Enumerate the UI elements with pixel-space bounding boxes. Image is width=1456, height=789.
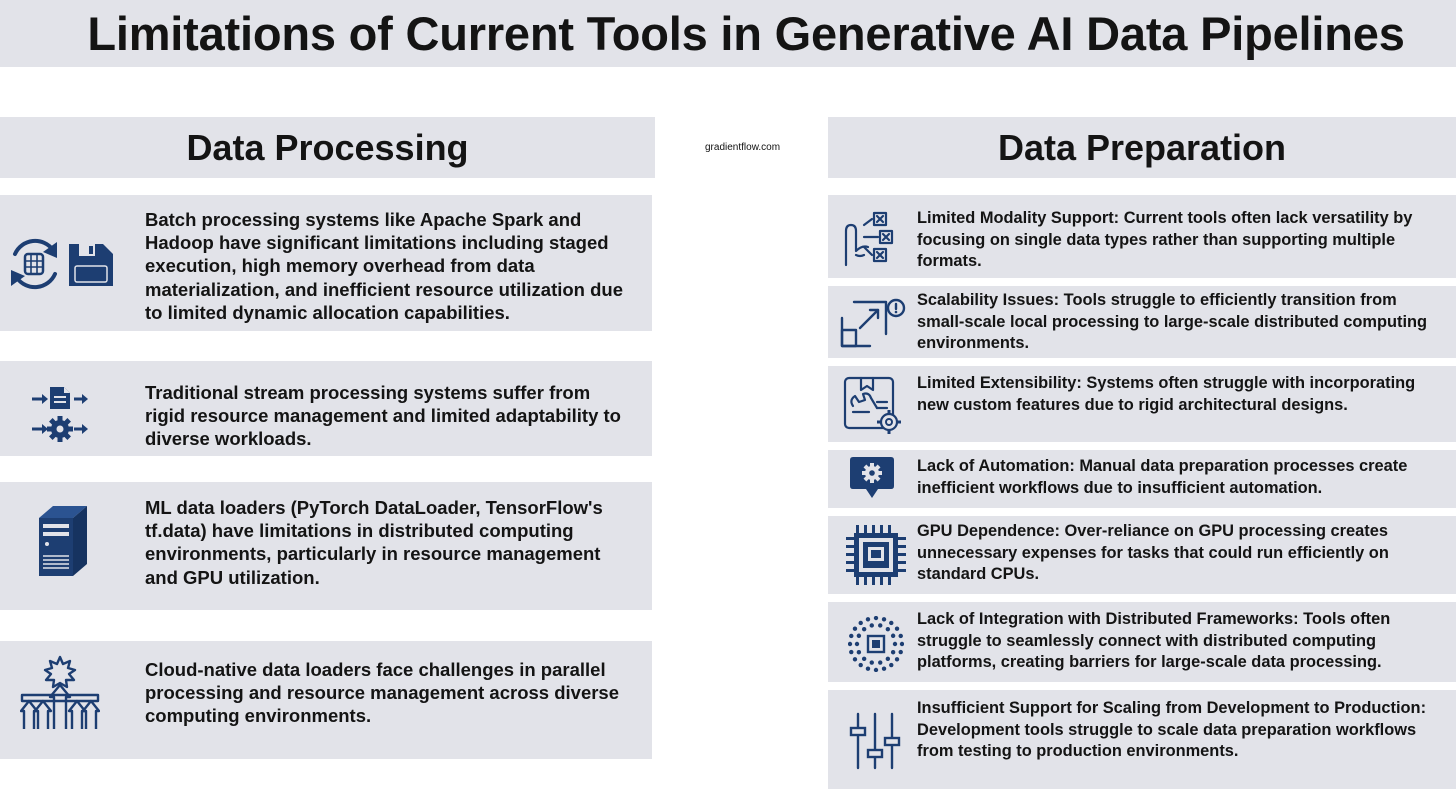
- server-tower-icon: [37, 504, 89, 578]
- preparation-item-gpu: [828, 516, 1456, 594]
- processing-item-stream: [0, 361, 652, 456]
- preparation-item-text: Insufficient Support for Scaling from Development to Production: Development tools struggle to scale data preparation workflows from testing to production environments.: [917, 699, 1427, 761]
- data-processing-header: [0, 117, 655, 178]
- processing-item-text: Cloud-native data loaders face challenges in parallel processing and resource management across diverse computing environments.: [145, 659, 620, 727]
- scale-expand-alert-icon: [840, 298, 906, 348]
- preparation-item-text: Lack of Integration with Distributed Frameworks: Tools often struggle to seamlessly connect with distributed computing platforms, creating barriers for large-scale data processing.: [917, 610, 1391, 672]
- preparation-item-text: Limited Extensibility: Systems often struggle with incorporating new custom features due to rigid architectural designs.: [917, 374, 1416, 414]
- preparation-item-automation: [828, 450, 1456, 508]
- processing-item-text: Batch processing systems like Apache Spark and Hadoop have significant limitations including staged execution, high memory overhead from data materialization, and inefficient resource utilization due to limited dynamic allocation capabilities.: [145, 209, 624, 323]
- data-preparation-header: [828, 117, 1456, 178]
- preparation-item-text: Scalability Issues: Tools struggle to efficiently transition from small-scale local processing to large-scale distributed computing environments.: [917, 291, 1428, 353]
- data-processing-heading: Data Processing: [186, 126, 469, 168]
- processing-item-text: ML data loaders (PyTorch DataLoader, TensorFlow's tf.data) have limitations in distributed computing environments, particularly in resource management and GPU utilization.: [145, 497, 603, 588]
- preparation-item-text: Lack of Automation: Manual data preparation processes create inefficient workflows due to insufficient automation.: [917, 457, 1408, 497]
- preparation-item-text: Limited Modality Support: Current tools often lack versatility by focusing on single data types rather than supporting multiple formats.: [917, 209, 1413, 271]
- sync-database-floppy-icon: [5, 238, 115, 290]
- processing-item-text: Traditional stream processing systems suffer from rigid resource management and limited adaptability to diverse workloads.: [145, 382, 621, 450]
- processing-item-ml-loaders: [0, 482, 652, 610]
- gpu-chip-icon: [844, 523, 908, 587]
- toolbox-gear-icon: [843, 376, 903, 434]
- document-gear-arrows-icon: [30, 385, 90, 443]
- parallel-arrows-burst-icon: [20, 655, 100, 731]
- preparation-item-extensibility: [828, 366, 1456, 442]
- title-banner: [0, 0, 1456, 67]
- processing-item-batch: [0, 195, 652, 331]
- preparation-item-scalability: [828, 286, 1456, 358]
- sliders-icon: [848, 712, 902, 770]
- chat-gear-icon: [848, 456, 896, 500]
- preparation-item-scaling-dev-prod: [828, 690, 1456, 789]
- processing-item-cloud-loaders: [0, 641, 652, 759]
- preparation-item-modality: [828, 195, 1456, 278]
- preparation-item-integration: [828, 602, 1456, 682]
- hand-modalities-icon: [842, 211, 902, 267]
- preparation-item-text: GPU Dependence: Over-reliance on GPU processing creates unnecessary expenses for tasks that could run efficiently on standard CPUs.: [917, 522, 1389, 584]
- page-title: Limitations of Current Tools in Generative AI Data Pipelines: [87, 7, 1405, 60]
- data-preparation-heading: Data Preparation: [997, 126, 1287, 168]
- distributed-dots-icon: [848, 616, 904, 672]
- source-credit: gradientflow.com: [705, 142, 781, 153]
